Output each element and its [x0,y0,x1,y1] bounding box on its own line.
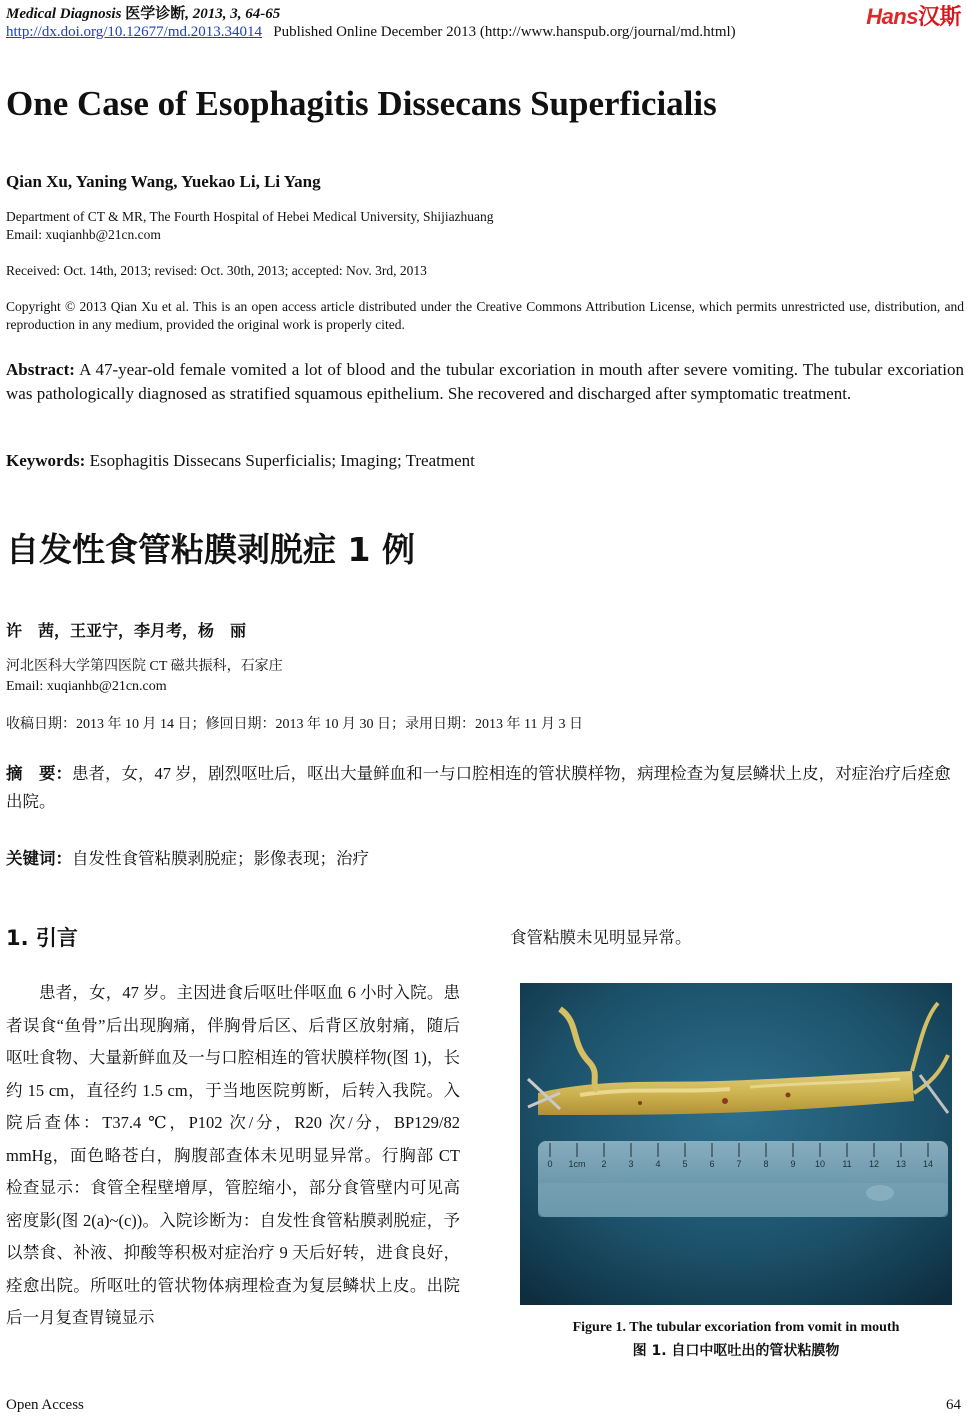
abstract-cn-text: 患者，女，47 岁，剧烈呕吐后，呕出大量鲜血和一与口腔相连的管状膜样物，病理检查为复层鳞状上皮，对症治疗后痊愈出院。 [6,764,951,811]
keywords-cn-label: 关键词： [6,849,72,868]
affiliation-en-text: Department of CT & MR, The Fourth Hospital of Hebei Medical University, Shijiazhuang [6,209,494,224]
affiliation-cn-text: 河北医科大学第四医院 CT 磁共振科，石家庄 [6,659,283,674]
journal-name: Medical Diagnosis [6,6,122,22]
journal-volume: , 2013, 3, 64-65 [185,6,281,22]
body-text-right-column: 食管粘膜未见明显异常。 [510,928,692,947]
doi-link[interactable]: http://dx.doi.org/10.12677/md.2013.34014 [6,24,262,40]
published-online: Published Online December 2013 (http://www.hanspub.org/journal/md.html) [273,24,736,40]
footer-open-access: Open Access [6,1397,84,1413]
page-number: 64 [946,1397,961,1413]
email-cn: Email: xuqianhb@21cn.com [6,679,167,694]
ruler-label: 8 [763,1159,769,1169]
keywords-en-text: Esophagitis Dissecans Superficialis; Imaging; Treatment [89,451,475,470]
paper-title-en: One Case of Esophagitis Dissecans Superficialis [6,84,717,123]
affiliation-en [6,208,494,244]
ruler-label: 7 [736,1159,742,1169]
received-cn: 收稿日期：2013 年 10 月 14 日；修回日期：2013 年 10 月 30 日；录用日期：2013 年 11 月 3 日 [6,717,583,732]
specimen-photo-illustration [520,983,952,1305]
affiliation-cn [6,657,283,697]
ruler-label: 1cm [568,1159,586,1169]
journal-name-cn: 医学诊断 [125,6,186,22]
logo-text-cn: 汉斯 [917,4,961,29]
received-en: Received: Oct. 14th, 2013; revised: Oct. 30th, 2013; accepted: Nov. 3rd, 2013 [6,263,427,278]
ruler-label: 6 [709,1159,715,1169]
journal-header [6,2,280,23]
ruler-label: 4 [655,1159,661,1169]
ruler-label: 9 [790,1159,796,1169]
section-heading-intro: 1. 引言 [6,926,78,950]
abstract-cn [6,760,964,816]
ruler-label: 11 [842,1159,852,1169]
paper-title-cn: 自发性食管粘膜剥脱症 1 例 [6,530,415,569]
body-text-left-column: 患者，女，47 岁。主因进食后呕吐伴呕血 6 小时入院。患者误食“鱼骨”后出现胸痛，伴胸骨后区、后背区放射痛，随后呕吐食物、大量新鲜血及一与口腔相连的管状膜样物(图 1)，长约 15 cm，直径约 1.5 cm，于当地医院剪断，后转入我院。入院后查体：T37.4 ℃，P102 次/分，R20 次/分，BP129/82 mmHg，面色略苍白，胸腹部查体未见明显异常。行胸部 CT 检查显示：食管全程壁增厚，管腔缩小，部分食管壁内可见高密度影(图 2(a)~(c))。入院诊断为：自发性食管粘膜剥脱症，予以禁食、补液、抑酸等积极对症治疗 9 天后好转，进食良好，痊愈出院。所呕吐的管状物体病理检查为复层鳞状上皮。出院后一月复查胃镜显示 [6,983,460,1327]
publisher-logo [866,0,961,31]
figure-1-photo [520,983,952,1305]
authors-cn: 许 茜，王亚宁，李月考，杨 丽 [6,621,247,640]
keywords-cn-text: 自发性食管粘膜剥脱症；影像表现；治疗 [72,849,369,868]
ruler-label: 13 [895,1159,907,1169]
email-en: Email: xuqianhb@21cn.com [6,227,161,242]
figure-caption-en: Figure 1. The tubular excoriation from vomit in mouth [572,1320,900,1335]
ruler-label: 0 [547,1159,553,1169]
logo-text-en: Hans [866,4,918,29]
keywords-en [6,451,475,471]
copyright-notice: Copyright © 2013 Qian Xu et al. This is an open access article distributed under the Creative Commons Attribution License, which permits unrestricted use, distribution, and reproduction in any medium, provided the original work is properly cited. [6,299,964,332]
abstract-en [6,358,964,406]
ruler-label: 12 [868,1159,880,1169]
abstract-en-label: Abstract: [6,360,75,379]
authors-en: Qian Xu, Yaning Wang, Yuekao Li, Li Yang [6,172,321,191]
ruler-label: 5 [682,1159,688,1169]
figure-caption-cn: 图 1. 自口中呕吐出的管状粘膜物 [632,1343,840,1359]
keywords-cn [6,845,369,869]
ruler-label: 3 [628,1159,634,1169]
ruler-label: 2 [601,1159,607,1169]
ruler-label: 10 [814,1159,826,1169]
keywords-en-label: Keywords: [6,451,86,470]
abstract-cn-label: 摘 要： [6,764,72,783]
doi-line [6,24,736,41]
ruler-label: 14 [922,1159,934,1169]
abstract-en-text: A 47-year-old female vomited a lot of blood and the tubular excoriation in mouth after severe vomiting. The tubular excoriation was pathologically diagnosed as stratified squamous epithelium. She recovered and discharged after symptomatic treatment. [6,360,964,403]
